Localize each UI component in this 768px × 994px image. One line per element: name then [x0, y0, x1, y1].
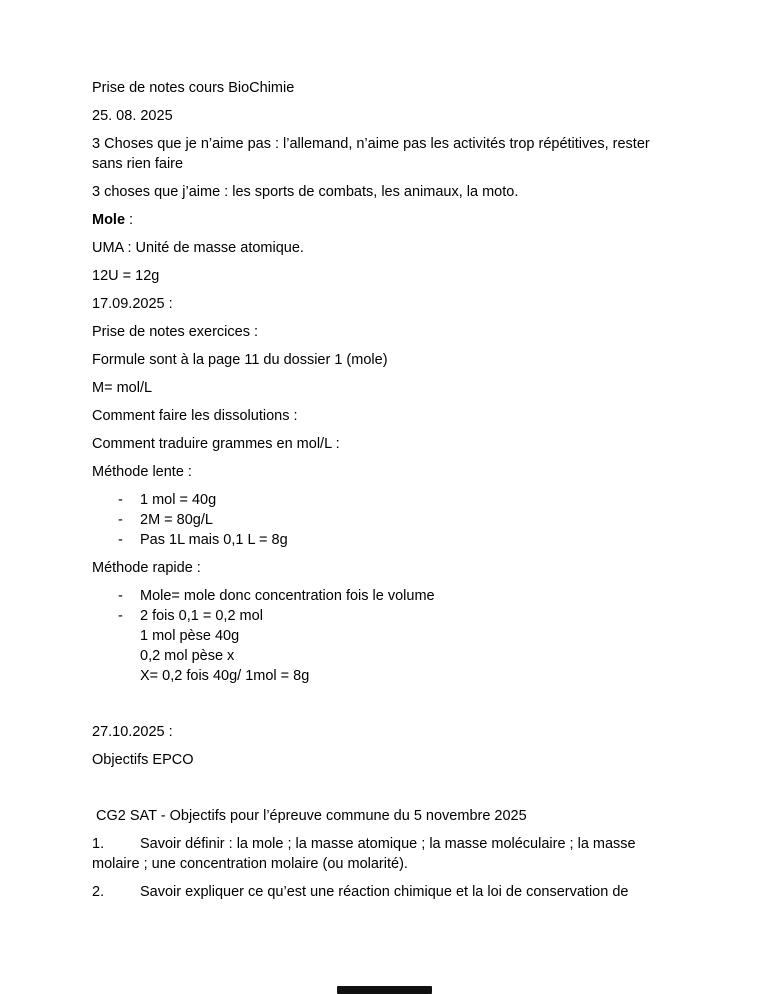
list-item-text: 1 mol = 40g: [140, 492, 217, 508]
list-item-text: Mole= mole donc concentration fois le volume: [140, 588, 435, 604]
methode-rapide-list: [92, 586, 678, 686]
dash-bullet: -: [118, 492, 123, 508]
list-item: [118, 586, 678, 606]
paragraph-dissolutions: Comment faire les dissolutions :: [92, 408, 298, 424]
paragraph-uma-definition: UMA : Unité de masse atomique.: [92, 240, 304, 256]
paragraph-formule: Formule sont à la page 11 du dossier 1 (mole): [92, 352, 388, 368]
paragraph-methode-rapide: Méthode rapide :: [92, 560, 201, 576]
objective-item-1: [92, 834, 678, 874]
paragraph-cg2-sat-heading: CG2 SAT - Objectifs pour l’épreuve commune du 5 novembre 2025: [92, 808, 527, 824]
objective-text: Savoir expliquer ce qu’est une réaction chimique et la loi de conservation de: [140, 884, 629, 900]
paragraph-date-september: 17.09.2025 :: [92, 296, 173, 312]
list-item-text: 2M = 80g/L: [140, 512, 213, 528]
mole-colon-text: :: [125, 212, 134, 228]
list-item-continuation: 1 mol pèse 40g: [140, 628, 240, 644]
paragraph-date-october: 27.10.2025 :: [92, 724, 173, 740]
dash-bullet: -: [118, 512, 123, 528]
mole-bold-text: Mole: [92, 212, 126, 228]
paragraph-likes: 3 choses que j’aime : les sports de combats, les animaux, la moto.: [92, 184, 519, 200]
list-item-body: [140, 606, 678, 686]
list-item-text: Pas 1L mais 0,1 L = 8g: [140, 532, 288, 548]
objective-text: Savoir définir : la mole ; la masse atomique ; la masse moléculaire ; la masse molaire ; une concentration molaire (ou molarité).: [92, 836, 640, 872]
paragraph-dislikes: 3 Choses que je n’aime pas : l’allemand, n’aime pas les activités trop répétitives, rester sans rien faire: [92, 136, 654, 172]
dash-bullet: -: [118, 532, 123, 548]
empty-paragraph: [92, 694, 678, 722]
objective-item-2: [92, 882, 678, 902]
paragraph-objectifs-epco: Objectifs EPCO: [92, 752, 194, 768]
dash-bullet: -: [118, 608, 123, 624]
list-item-continuation: X= 0,2 fois 40g/ 1mol = 8g: [140, 668, 310, 684]
list-item: [118, 606, 678, 686]
list-item-continuation: 0,2 mol pèse x: [140, 648, 235, 664]
dash-bullet: -: [118, 588, 123, 604]
objective-number: 1.: [92, 836, 105, 852]
list-item: [118, 530, 678, 550]
list-item-text: 2 fois 0,1 = 0,2 mol: [140, 608, 263, 624]
paragraph-date-august: 25. 08. 2025: [92, 108, 173, 124]
paragraph-molarity-formula: M= mol/L: [92, 380, 153, 396]
list-item: [118, 490, 678, 510]
empty-paragraph: [92, 778, 678, 806]
paragraph-mole-heading: [92, 210, 678, 230]
paragraph-course-title: Prise de notes cours BioChimie: [92, 80, 295, 96]
paragraph-methode-lente: Méthode lente :: [92, 464, 192, 480]
methode-lente-list: [92, 490, 678, 550]
objective-number: 2.: [92, 884, 105, 900]
paragraph-12u-equals: 12U = 12g: [92, 268, 160, 284]
paragraph-traduire-grammes: Comment traduire grammes en mol/L :: [92, 436, 340, 452]
paragraph-exercices: Prise de notes exercices :: [92, 324, 259, 340]
horizontal-scrollbar-thumb[interactable]: [337, 986, 432, 994]
list-item: [118, 510, 678, 530]
